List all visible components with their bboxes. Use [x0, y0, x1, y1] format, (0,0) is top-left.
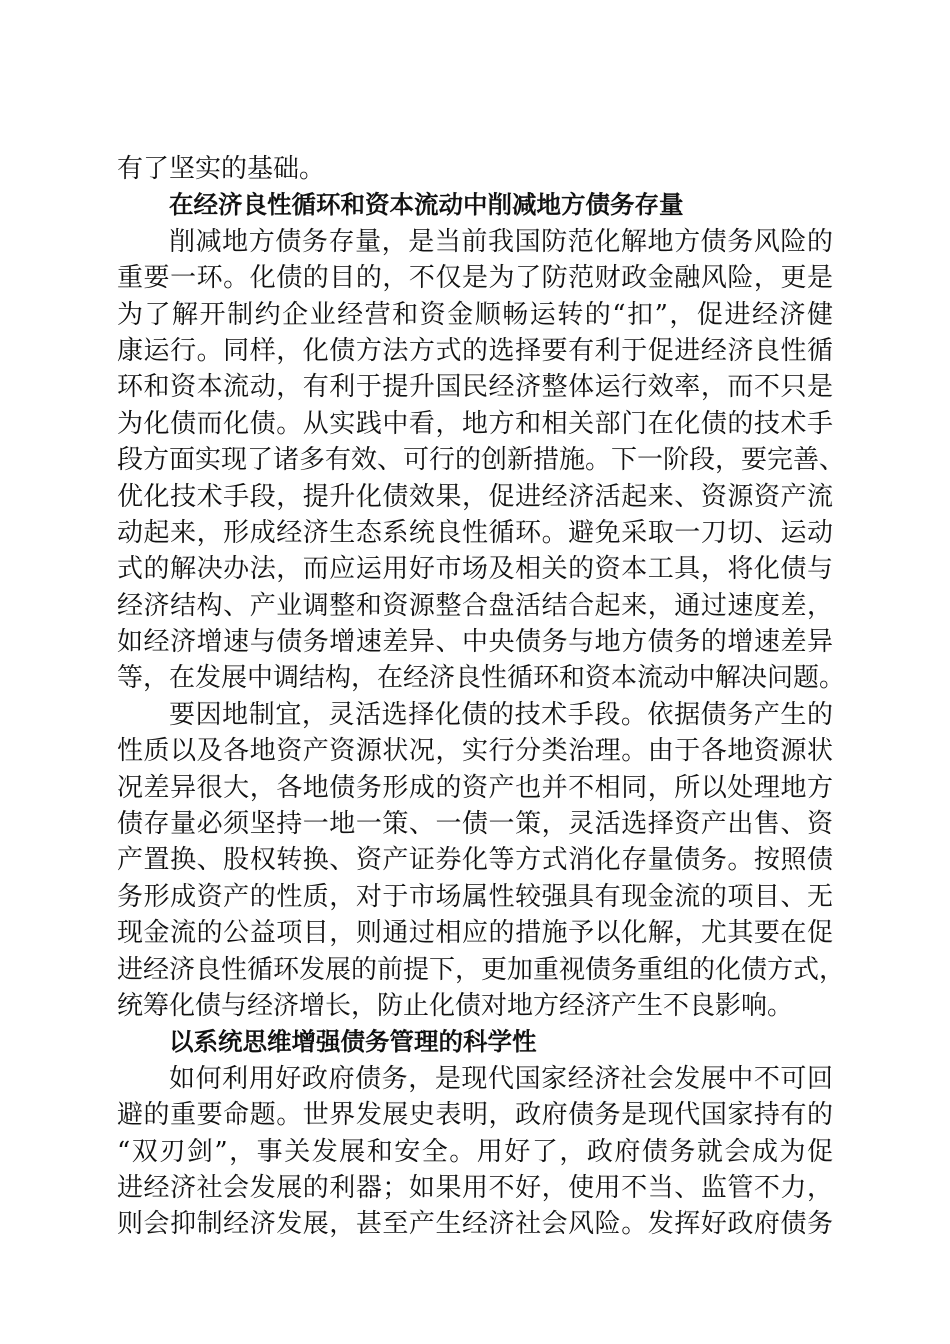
- text-line: 债存量必须坚持一地一策、一债一策，灵活选择资产出售、资: [117, 809, 833, 840]
- paragraph-local-conditions: [117, 697, 846, 1025]
- text-line: 如何利用好政府债务，是现代国家经济社会发展中不可回: [169, 1063, 833, 1094]
- text-line: 重要一环。化债的目的，不仅是为了防范财政金融风险，更是: [117, 263, 833, 294]
- text-line: 优化技术手段，提升化债效果，促进经济活起来、资源资产流: [117, 481, 833, 512]
- text-line: 统筹化债与经济增长，防止化债对地方经济产生不良影响。: [117, 990, 794, 1021]
- text-line: 如经济增速与债务增速差异、中央债务与地方债务的增速差异: [117, 627, 833, 658]
- text-line: 为了解开制约企业经营和资金顺畅运转的“扣”，促进经济健: [117, 299, 833, 330]
- text-line: 进经济社会发展的利器；如果用不好，使用不当、监管不力，: [117, 1172, 833, 1203]
- section-heading-reduce-debt-stock: 在经济良性循环和资本流动中削减地方债务存量: [169, 190, 684, 220]
- text-line: “双刃剑”，事关发展和安全。用好了，政府债务就会成为促: [117, 1136, 833, 1167]
- section-heading-systematic-thinking: 以系统思维增强债务管理的科学性: [169, 1027, 537, 1057]
- text-line: 况差异很大，各地债务形成的资产也并不相同，所以处理地方: [117, 772, 833, 803]
- text-line: 康运行。同样，化债方法方式的选择要有利于促进经济良性循: [117, 335, 833, 366]
- paragraph-government-debt: [117, 1061, 833, 1243]
- text-line: 经济结构、产业调整和资源整合盘活结合起来，通过速度差，: [117, 590, 833, 621]
- text-line: 现金流的公益项目，则通过相应的措施予以化解，尤其要在促: [117, 918, 833, 949]
- text-line: 段方面实现了诸多有效、可行的创新措施。下一阶段，要完善、: [117, 445, 846, 476]
- text-line: 进经济良性循环发展的前提下，更加重视债务重组的化债方式，: [117, 954, 846, 985]
- text-line: 产置换、股权转换、资产证券化等方式消化存量债务。按照债: [117, 845, 833, 876]
- document-body: [117, 151, 846, 1243]
- text-line: 为化债而化债。从实践中看，地方和相关部门在化债的技术手: [117, 408, 833, 439]
- text-line: 要因地制宜，灵活选择化债的技术手段。依据债务产生的: [169, 699, 833, 730]
- text-line: 避的重要命题。世界发展史表明，政府债务是现代国家持有的: [117, 1100, 833, 1131]
- text-line: 式的解决办法，而应运用好市场及相关的资本工具，将化债与: [117, 554, 833, 585]
- text-line: 环和资本流动，有利于提升国民经济整体运行效率，而不只是: [117, 372, 833, 403]
- paragraph-continuation: 有了坚实的基础。: [117, 154, 326, 184]
- text-line: 则会抑制经济发展，甚至产生经济社会风险。发挥好政府债务: [117, 1209, 833, 1240]
- text-line: 动起来，形成经济生态系统良性循环。避免采取一刀切、运动: [117, 517, 833, 548]
- paragraph-reduce-debt-stock: [117, 224, 846, 697]
- text-line: 性质以及各地资产资源状况，实行分类治理。由于各地资源状: [117, 736, 833, 767]
- text-line: 务形成资产的性质，对于市场属性较强具有现金流的项目、无: [117, 881, 833, 912]
- text-line: 削减地方债务存量，是当前我国防范化解地方债务风险的: [169, 226, 833, 257]
- text-line: 等，在发展中调结构，在经济良性循环和资本流动中解决问题。: [117, 663, 846, 694]
